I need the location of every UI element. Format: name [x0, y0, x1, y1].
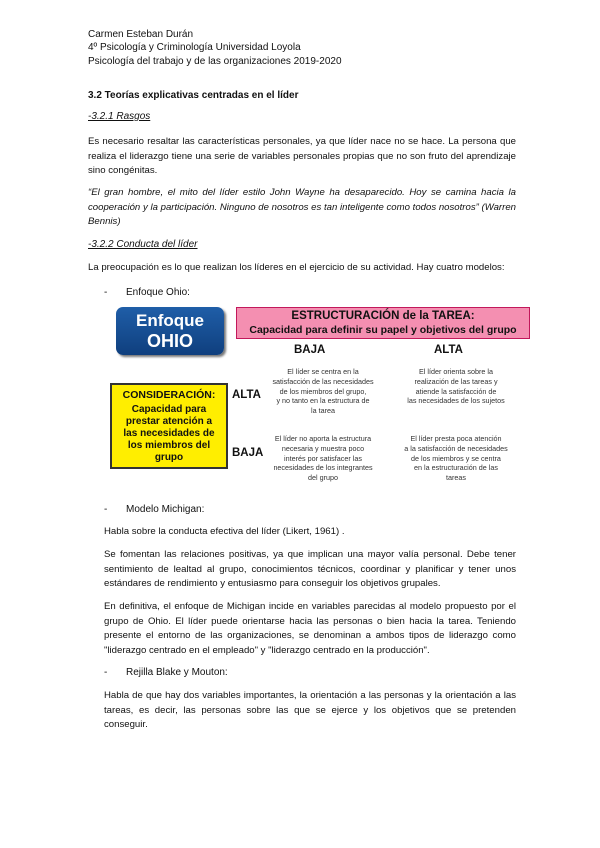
consideracion-box — [110, 383, 228, 469]
bullet-ohio-label: Enfoque Ohio: — [126, 287, 190, 298]
cell-line: tareas — [446, 473, 466, 483]
paragraph-michigan-1: Habla sobre la conducta efectiva del líder (Likert, 1961) . — [104, 526, 345, 537]
cell-baja-alta — [397, 434, 515, 483]
consideracion-title: CONSIDERACIÓN: — [122, 389, 216, 401]
row-header-baja: BAJA — [232, 447, 264, 459]
row-header-alta: ALTA — [232, 389, 261, 401]
bullet-dash: - — [104, 667, 108, 678]
quote-bennis: “El gran hombre, el mito del líder estilo John Wayne ha desaparecido. Hoy se camina hacia la cooperación y la participación. Ninguno de nosotros es tan inteligente como todos nosotros” (Warren Bennis) — [88, 187, 516, 227]
cell-line: interés por satisfacer las — [284, 453, 362, 463]
bullet-michigan-label: Modelo Michigan: — [126, 504, 205, 515]
subsection-conducta: -3.2.2 Conducta del líder — [88, 239, 198, 250]
cell-line: El líder orienta sobre la — [419, 367, 493, 376]
cell-line: del grupo — [308, 473, 338, 483]
cell-line: de los miembros y se centra — [411, 453, 501, 463]
paragraph-blake: Habla de que hay dos variables importantes, la orientación a las personas y la orientación a las tareas, es decir, las personas sobre las que se ejerce y los objetivos que se pretenden conseguir. — [104, 690, 516, 730]
cell-line: satisfacción de las necesidades — [272, 376, 374, 386]
cell-line: realización de las tareas y — [414, 376, 498, 386]
cell-alta-alta — [397, 367, 515, 406]
header-subject: Psicología del trabajo y de las organizaciones 2019-2020 — [88, 56, 342, 67]
consideracion-line: Capacidad para — [131, 404, 207, 415]
column-header-alta: ALTA — [434, 344, 463, 356]
estructuracion-box — [236, 307, 530, 339]
bullet-dash: - — [104, 504, 108, 515]
paragraph-conducta: La preocupación es lo que realizan los líderes en el ejercicio de su actividad. Hay cuatro modelos: — [88, 262, 505, 273]
cell-line: El líder se centra en la — [287, 367, 359, 376]
cell-line: de los miembros del grupo, — [279, 386, 367, 396]
cell-line: atiende la satisfacción de — [415, 386, 497, 396]
section-title: 3.2 Teorías explicativas centradas en el líder — [88, 90, 299, 101]
bullet-dash: - — [104, 287, 108, 298]
cell-line: y no tanto en la estructura de — [276, 396, 370, 406]
paragraph-michigan-2: Se fomentan las relaciones positivas, ya que implican una mayor valía personal. Debe tener sentimiento de lealtad al grupo, conocimientos técnicos, coordinar y planificar y tener unos estándares de rendimiento y entusiasmo para conseguir los objetivos grupales. — [104, 549, 516, 589]
header-course: 4º Psicología y Criminología Universidad Loyola — [88, 42, 301, 53]
consideracion-line: grupo — [154, 452, 184, 463]
cell-baja-baja — [264, 434, 382, 483]
subsection-rasgos: -3.2.1 Rasgos — [88, 111, 151, 122]
cell-line: El líder no aporta la estructura — [274, 434, 372, 443]
estructuracion-title: ESTRUCTURACIÓN de la TAREA: — [291, 310, 475, 322]
paragraph-rasgos: Es necesario resaltar las características personales, ya que líder nace no se hace. La persona que realiza el liderazgo tiene una serie de variables personales propias que no son fruto del aprendizaje sino congénitas. — [88, 136, 516, 176]
ohio-badge-line2: OHIO — [146, 331, 193, 351]
cell-line: la tarea — [311, 406, 335, 416]
cell-line: a la satisfacción de necesidades — [404, 443, 508, 453]
estructuracion-subtitle: Capacidad para definir su papel y objetivos del grupo — [249, 324, 517, 336]
cell-line: El líder presta poca atención — [410, 434, 502, 443]
paragraph-michigan-3: En definitiva, el enfoque de Michigan incide en variables parecidas al modelo propuesto por el grupo de Ohio. El líder puede orientarse hacia las personas o bien hacia la tarea. Teniendo presente el entorno de las organizaciones, se denominan a ambos tipos de liderazgo como "liderazgo centrado en el empleado" y "liderazgo centrado en la producción". — [104, 601, 516, 656]
header-author: Carmen Esteban Durán — [88, 29, 194, 40]
column-header-baja: BAJA — [294, 344, 326, 356]
cell-line: necesaria y muestra poco — [281, 443, 365, 453]
consideracion-line: los miembros del — [127, 440, 211, 451]
ohio-figure — [104, 305, 534, 495]
consideracion-line: las necesidades de — [123, 428, 215, 439]
ohio-badge-line1: Enfoque — [136, 311, 204, 330]
cell-line: en la estructuración de las — [414, 463, 498, 473]
bullet-blake-label: Rejilla Blake y Mouton: — [126, 667, 228, 678]
cell-line: las necesidades de los sujetos — [407, 396, 505, 406]
cell-alta-baja — [264, 367, 382, 416]
cell-line: necesidades de los integrantes — [273, 463, 373, 473]
consideracion-line: prestar atención a — [125, 416, 213, 427]
ohio-badge — [116, 307, 224, 355]
